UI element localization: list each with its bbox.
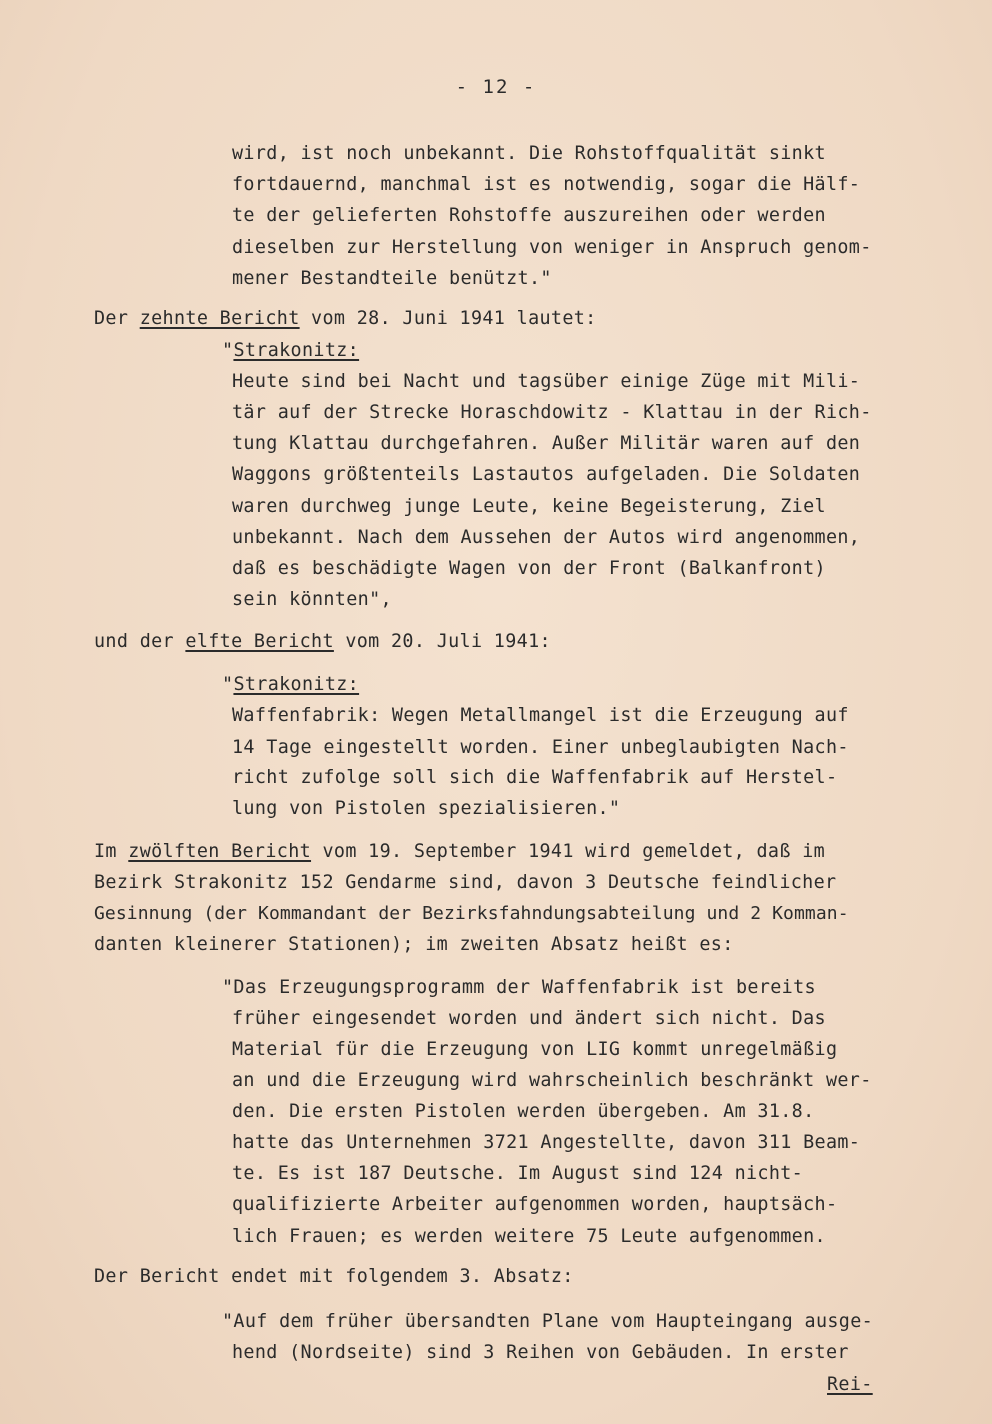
text-line: Material für die Erzeugung von LIG kommt unregelmäßig: [232, 1039, 838, 1060]
text-span: Im: [94, 841, 129, 862]
text-line: danten kleinerer Stationen); im zweiten Absatz heißt es:: [94, 934, 734, 955]
text-line: te. Es ist 187 Deutsche. Im August sind 124 nicht-: [232, 1163, 804, 1184]
text-line: tär auf der Strecke Horaschdowitz - Klattau in der Rich-: [232, 402, 872, 423]
text-line: wird, ist noch unbekannt. Die Rohstoffqualität sinkt: [232, 143, 826, 164]
text-line: dieselben zur Herstellung von weniger in Anspruch genom-: [232, 237, 872, 258]
text-line: unbekannt. Nach dem Aussehen der Autos wird angenommen,: [232, 527, 861, 548]
text-line: 14 Tage eingestellt worden. Einer unbeglaubigten Nach-: [232, 737, 849, 758]
text-line: te der gelieferten Rohstoffe auszureihen oder werden: [232, 205, 826, 226]
text-line: "Auf dem früher übersandten Plane vom Haupteingang ausge-: [222, 1311, 874, 1332]
text-line: "Das Erzeugungsprogramm der Waffenfabrik ist bereits: [222, 977, 816, 998]
text-line: Waffenfabrik: Wegen Metallmangel ist die Erzeugung auf: [232, 705, 849, 726]
text-line: fortdauernd, manchmal ist es notwendig, sogar die Hälf-: [232, 174, 861, 195]
text-span: Der: [94, 308, 140, 329]
quote-mark: ": [222, 340, 234, 361]
catchword: Rei-: [827, 1374, 873, 1395]
page-number: - 12 -: [455, 76, 537, 98]
text-line: hatte das Unternehmen 3721 Angestellte, davon 311 Beam-: [232, 1132, 861, 1153]
text-line: Gesinnung (der Kommandant der Bezirksfahndungsabteilung und 2 Komman-: [94, 903, 849, 924]
text-line: richt zufolge soll sich die Waffenfabrik auf Herstel-: [232, 767, 838, 788]
text-line: Der Bericht endet mit folgendem 3. Absatz:: [94, 1266, 574, 1287]
text-line: lung von Pistolen spezialisieren.": [232, 798, 621, 819]
text-line: daß es beschädigte Wagen von der Front (Balkanfront): [232, 558, 826, 579]
text-line: tung Klattau durchgefahren. Außer Militär waren auf den: [232, 433, 861, 454]
text-line: mener Bestandteile benützt.": [232, 268, 552, 289]
report-title-underlined: elfte Bericht: [185, 631, 334, 652]
text-line: Waggons größtenteils Lastautos aufgeladen. Die Soldaten: [232, 464, 861, 485]
report-title-underlined: zwölften Bericht: [128, 841, 312, 862]
text-line: an und die Erzeugung wird wahrscheinlich beschränkt wer-: [232, 1070, 872, 1091]
text-line: hend (Nordseite) sind 3 Reihen von Gebäuden. In erster: [232, 1342, 849, 1363]
text-span: vom 19. September 1941 wird gemeldet, daß im: [311, 841, 826, 862]
place-heading: Strakonitz:: [233, 340, 360, 361]
report-title-underlined: zehnte Bericht: [139, 308, 300, 329]
text-line: qualifizierte Arbeiter aufgenommen worden, hauptsäch-: [232, 1194, 838, 1215]
text-line: Bezirk Strakonitz 152 Gendarme sind, davon 3 Deutsche feindlicher: [94, 872, 837, 893]
text-line: den. Die ersten Pistolen werden übergeben. Am 31.8.: [232, 1101, 815, 1122]
report-intro-line: [94, 631, 551, 653]
quote-mark: ": [222, 674, 234, 695]
text-line: früher eingesendet worden und ändert sich nicht. Das: [232, 1008, 826, 1029]
text-span: vom 20. Juli 1941:: [333, 631, 551, 652]
text-line: lich Frauen; es werden weitere 75 Leute aufgenommen.: [232, 1226, 826, 1247]
text-span: und der: [94, 631, 186, 652]
text-line: waren durchweg junge Leute, keine Begeisterung, Ziel: [232, 496, 826, 517]
quote-heading: [222, 674, 359, 696]
report-intro-line: [94, 308, 597, 330]
place-heading: Strakonitz:: [233, 674, 360, 695]
text-line: sein könnten",: [232, 589, 392, 610]
report-intro-line: [94, 841, 825, 863]
text-line: Heute sind bei Nacht und tagsüber einige Züge mit Mili-: [232, 371, 861, 392]
quote-heading: [222, 340, 359, 362]
text-span: vom 28. Juni 1941 lautet:: [299, 308, 597, 329]
